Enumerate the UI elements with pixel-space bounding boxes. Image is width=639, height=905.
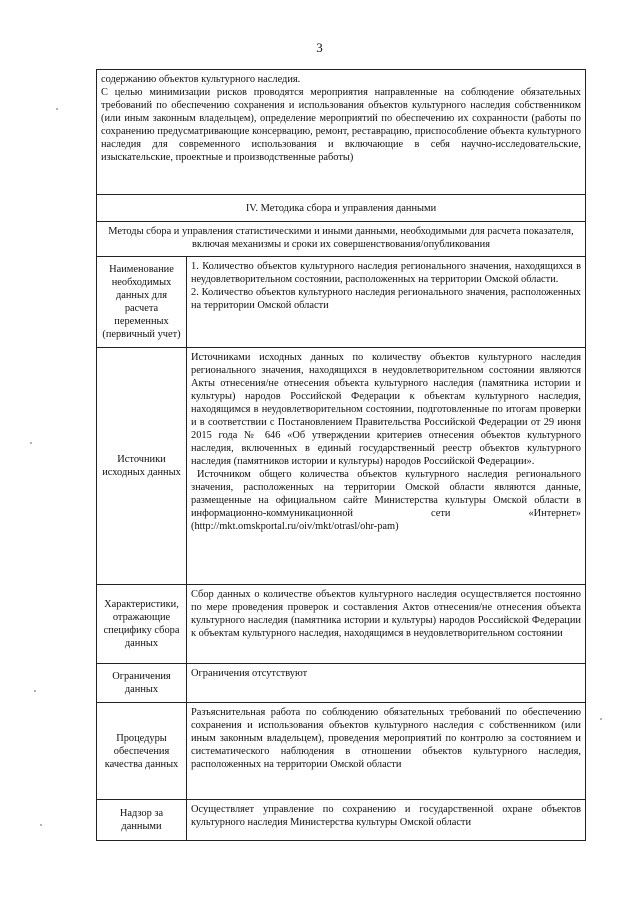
intro-paragraph: С целью минимизации рисков проводятся мероприятия направленные на соблюдение обязательных требований по обеспечению сохранения и использования объектов культурного наследия собственником (или иным законным владельцем), определение мероприятий по обеспечению их сохранности (работы по сохранению предусматривающие консервацию, ремонт, реставрацию, приспособление объекта культурного наследия для современного использования и включающие в себя научно-исследовательские, изыскательские, проектные и производственные работы)	[101, 87, 581, 163]
row-paragraph: 1. Количество объектов культурного наследия регионального значения, находящихся в неудовлетворительном состоянии, расположенных на территории Омской области.	[191, 261, 581, 285]
row-label: Ограничения данных	[97, 664, 187, 702]
row-label: Характеристики, отражающие специфику сбора данных	[97, 585, 187, 663]
row-label: Наименование необходимых данных для расчета переменных (первичный учет)	[97, 257, 187, 347]
intro-row	[97, 70, 585, 194]
row-paragraph: Осуществляет управление по сохранению и государственной охране объектов культурного наследия Министерства культуры Омской области	[191, 804, 581, 828]
table-row	[97, 663, 585, 702]
row-paragraph: Ограничения отсутствуют	[191, 668, 308, 679]
table-row	[97, 702, 585, 799]
scan-speck	[40, 824, 42, 826]
scan-speck	[600, 718, 602, 720]
row-paragraph: Сбор данных о количестве объектов культурного наследия осуществляется постоянно по мере проведения проверок и составления Актов отнесения/не отнесения объекта культурного наследия (памятника истории и культуры) народов Российской Федерации к объектам культурного наследия, находящимся в неудовлетворительном состоянии	[191, 589, 581, 639]
table-row	[97, 584, 585, 663]
row-content	[187, 585, 585, 663]
scan-speck	[30, 442, 32, 444]
scan-speck	[56, 108, 58, 110]
scan-speck	[34, 690, 36, 692]
row-label: Процедуры обеспечения качества данных	[97, 703, 187, 799]
section-title: IV. Методика сбора и управления данными	[245, 202, 437, 214]
section-title-row	[97, 194, 585, 221]
table-row	[97, 799, 585, 840]
row-content	[187, 348, 585, 584]
table-row	[97, 256, 585, 347]
row-content	[187, 703, 585, 799]
table-row	[97, 347, 585, 584]
row-paragraph: Разъяснительная работа по соблюдению обязательных требований по обеспечению сохранения и использования объектов культурного наследия с собственником (или иным законным владельцем), проведения мероприятий по контролю за состоянием и систематического наблюдения в отношении объектов культурного наследия, расположенных на территории Омской области	[191, 707, 581, 770]
intro-line: содержанию объектов культурного наследия.	[101, 74, 301, 85]
row-content	[187, 800, 585, 840]
methodology-table	[96, 69, 586, 841]
row-content	[187, 664, 585, 702]
row-content	[187, 257, 585, 347]
row-label: Надзор за данными	[97, 800, 187, 840]
row-label: Источники исходных данных	[97, 348, 187, 584]
page-number: 3	[316, 40, 323, 55]
methods-heading-row	[97, 221, 585, 256]
row-paragraph: Источниками исходных данных по количеству объектов культурного наследия регионального значения, находящихся в неудовлетворительном состоянии являются Акты отнесения/не отнесения объекта культурного наследия (памятника истории и культуры) народов Российской Федерации к объектам культурного наследия, находящимся в неудовлетворительном состоянии, подготовленные по итогам проверки и в соответствии с Постановлением Правительства Российской Федерации от 29 июня 2015 года № 646 «Об утверждении критериев отнесения объектов культурного наследия, включенных в единый государственный реестр объектов культурного наследия (памятников истории и культуры) народов Российской Федерации».	[191, 352, 581, 467]
row-paragraph: 2. Количество объектов культурного наследия регионального значения, расположенных на территории Омской области	[191, 287, 581, 311]
row-paragraph: Источником общего количества объектов культурного наследия регионального значения, расположенных на территории Омской области являются данные, размещенные на официальном сайте Министерства культуры Омской области в информационно-коммуникационной сети «Интернет» (http://mkt.omskportal.ru/oiv/mkt/otrasl/ohr-pam)	[191, 469, 581, 532]
methods-heading: Методы сбора и управления статистическими и иными данными, необходимыми для расчета показателя, включая механизмы и сроки их совершенствования/опубликования	[108, 226, 574, 250]
